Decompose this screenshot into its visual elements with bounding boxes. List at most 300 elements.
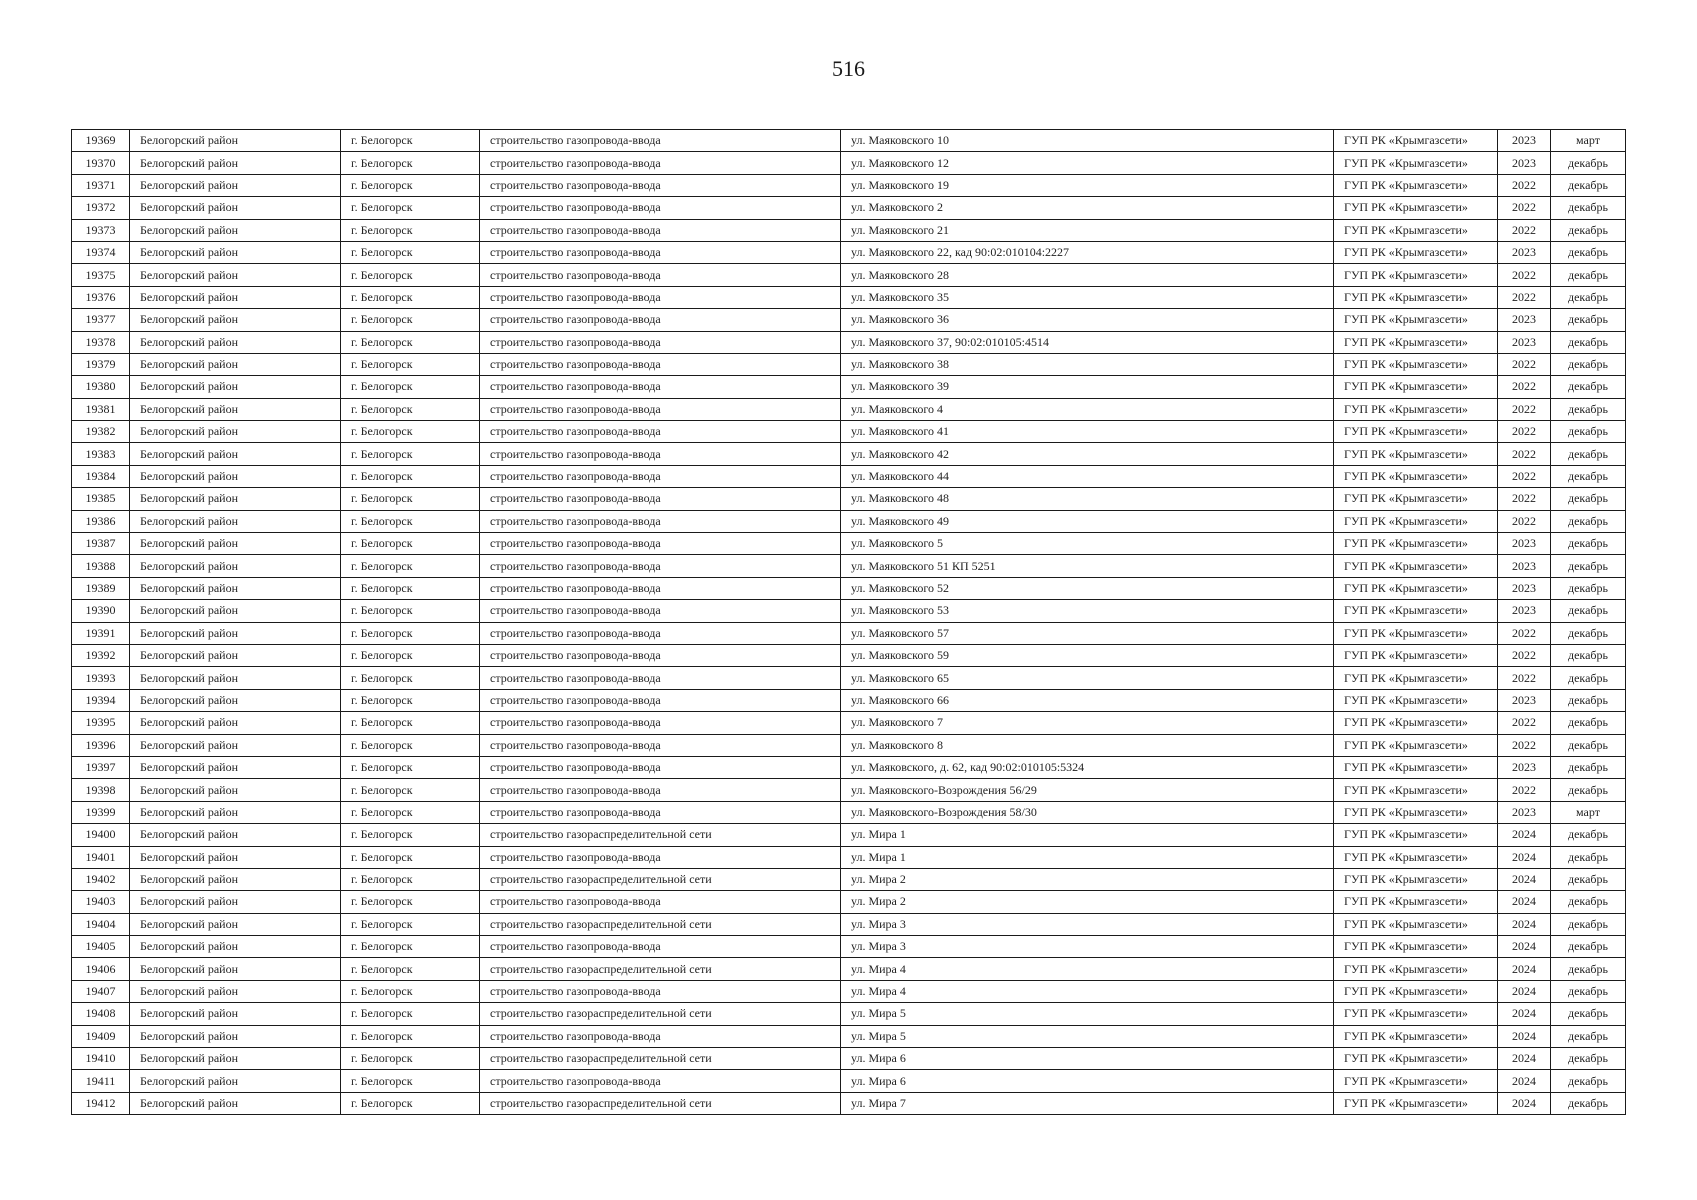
object-address-cell: ул. Маяковского 57 [841, 622, 1334, 644]
month-cell: декабрь [1551, 1092, 1626, 1114]
work-type-cell: строительство газопровода-ввода [480, 219, 841, 241]
year-cell: 2024 [1498, 1092, 1551, 1114]
district-name-cell: Белогорский район [130, 689, 341, 711]
month-cell: декабрь [1551, 443, 1626, 465]
month-cell: декабрь [1551, 712, 1626, 734]
month-cell: декабрь [1551, 868, 1626, 890]
table-row [72, 398, 1626, 420]
work-type-cell: строительство газопровода-ввода [480, 1070, 841, 1092]
year-cell: 2022 [1498, 421, 1551, 443]
organization-name-cell: ГУП РК «Крымгазсети» [1334, 1048, 1498, 1070]
record-number-cell: 19373 [72, 219, 130, 241]
work-type-cell: строительство газопровода-ввода [480, 779, 841, 801]
object-address-cell: ул. Маяковского 65 [841, 667, 1334, 689]
month-cell: декабрь [1551, 1025, 1626, 1047]
district-name-cell: Белогорский район [130, 958, 341, 980]
object-address-cell: ул. Маяковского 53 [841, 600, 1334, 622]
month-cell: декабрь [1551, 958, 1626, 980]
work-type-cell: строительство газопровода-ввода [480, 734, 841, 756]
work-type-cell: строительство газопровода-ввода [480, 197, 841, 219]
district-name-cell: Белогорский район [130, 779, 341, 801]
work-type-cell: строительство газопровода-ввода [480, 533, 841, 555]
record-number-cell: 19406 [72, 958, 130, 980]
settlement-name-cell: г. Белогорск [341, 600, 480, 622]
district-name-cell: Белогорский район [130, 577, 341, 599]
table-row [72, 958, 1626, 980]
object-address-cell: ул. Мира 2 [841, 891, 1334, 913]
work-type-cell: строительство газопровода-ввода [480, 443, 841, 465]
record-number-cell: 19380 [72, 376, 130, 398]
work-type-cell: строительство газопровода-ввода [480, 600, 841, 622]
settlement-name-cell: г. Белогорск [341, 734, 480, 756]
record-number-cell: 19395 [72, 712, 130, 734]
settlement-name-cell: г. Белогорск [341, 1003, 480, 1025]
record-number-cell: 19393 [72, 667, 130, 689]
settlement-name-cell: г. Белогорск [341, 689, 480, 711]
district-name-cell: Белогорский район [130, 331, 341, 353]
year-cell: 2022 [1498, 353, 1551, 375]
organization-name-cell: ГУП РК «Крымгазсети» [1334, 443, 1498, 465]
object-address-cell: ул. Маяковского 49 [841, 510, 1334, 532]
month-cell: декабрь [1551, 488, 1626, 510]
year-cell: 2023 [1498, 801, 1551, 823]
month-cell: декабрь [1551, 644, 1626, 666]
month-cell: декабрь [1551, 533, 1626, 555]
table-row [72, 555, 1626, 577]
record-number-cell: 19370 [72, 152, 130, 174]
work-type-cell: строительство газопровода-ввода [480, 174, 841, 196]
year-cell: 2024 [1498, 958, 1551, 980]
settlement-name-cell: г. Белогорск [341, 824, 480, 846]
district-name-cell: Белогорский район [130, 1048, 341, 1070]
district-name-cell: Белогорский район [130, 286, 341, 308]
object-address-cell: ул. Мира 3 [841, 936, 1334, 958]
object-address-cell: ул. Маяковского 10 [841, 130, 1334, 152]
year-cell: 2023 [1498, 152, 1551, 174]
month-cell: декабрь [1551, 197, 1626, 219]
month-cell: декабрь [1551, 846, 1626, 868]
record-number-cell: 19387 [72, 533, 130, 555]
settlement-name-cell: г. Белогорск [341, 1092, 480, 1114]
object-address-cell: ул. Маяковского 7 [841, 712, 1334, 734]
object-address-cell: ул. Маяковского 35 [841, 286, 1334, 308]
organization-name-cell: ГУП РК «Крымгазсети» [1334, 488, 1498, 510]
settlement-name-cell: г. Белогорск [341, 913, 480, 935]
settlement-name-cell: г. Белогорск [341, 353, 480, 375]
table-row [72, 152, 1626, 174]
month-cell: декабрь [1551, 309, 1626, 331]
table-row [72, 622, 1626, 644]
record-number-cell: 19378 [72, 331, 130, 353]
organization-name-cell: ГУП РК «Крымгазсети» [1334, 286, 1498, 308]
settlement-name-cell: г. Белогорск [341, 936, 480, 958]
work-type-cell: строительство газопровода-ввода [480, 756, 841, 778]
year-cell: 2023 [1498, 331, 1551, 353]
table-row [72, 846, 1626, 868]
table-row [72, 465, 1626, 487]
settlement-name-cell: г. Белогорск [341, 398, 480, 420]
record-number-cell: 19402 [72, 868, 130, 890]
month-cell: декабрь [1551, 1048, 1626, 1070]
record-number-cell: 19407 [72, 980, 130, 1002]
record-number-cell: 19377 [72, 309, 130, 331]
object-address-cell: ул. Маяковского 39 [841, 376, 1334, 398]
organization-name-cell: ГУП РК «Крымгазсети» [1334, 689, 1498, 711]
district-name-cell: Белогорский район [130, 980, 341, 1002]
table-row [72, 331, 1626, 353]
organization-name-cell: ГУП РК «Крымгазсети» [1334, 555, 1498, 577]
year-cell: 2023 [1498, 689, 1551, 711]
settlement-name-cell: г. Белогорск [341, 533, 480, 555]
record-number-cell: 19390 [72, 600, 130, 622]
month-cell: декабрь [1551, 980, 1626, 1002]
organization-name-cell: ГУП РК «Крымгазсети» [1334, 600, 1498, 622]
district-name-cell: Белогорский район [130, 421, 341, 443]
record-number-cell: 19379 [72, 353, 130, 375]
object-address-cell: ул. Маяковского 37, 90:02:010105:4514 [841, 331, 1334, 353]
organization-name-cell: ГУП РК «Крымгазсети» [1334, 712, 1498, 734]
work-type-cell: строительство газопровода-ввода [480, 712, 841, 734]
organization-name-cell: ГУП РК «Крымгазсети» [1334, 241, 1498, 263]
object-address-cell: ул. Маяковского 41 [841, 421, 1334, 443]
month-cell: март [1551, 130, 1626, 152]
record-number-cell: 19408 [72, 1003, 130, 1025]
year-cell: 2022 [1498, 644, 1551, 666]
settlement-name-cell: г. Белогорск [341, 779, 480, 801]
organization-name-cell: ГУП РК «Крымгазсети» [1334, 197, 1498, 219]
table-row [72, 667, 1626, 689]
district-name-cell: Белогорский район [130, 936, 341, 958]
work-type-cell: строительство газопровода-ввода [480, 644, 841, 666]
month-cell: декабрь [1551, 286, 1626, 308]
organization-name-cell: ГУП РК «Крымгазсети» [1334, 465, 1498, 487]
month-cell: декабрь [1551, 331, 1626, 353]
record-number-cell: 19400 [72, 824, 130, 846]
settlement-name-cell: г. Белогорск [341, 644, 480, 666]
settlement-name-cell: г. Белогорск [341, 331, 480, 353]
year-cell: 2022 [1498, 286, 1551, 308]
record-number-cell: 19386 [72, 510, 130, 532]
settlement-name-cell: г. Белогорск [341, 1048, 480, 1070]
organization-name-cell: ГУП РК «Крымгазсети» [1334, 846, 1498, 868]
year-cell: 2022 [1498, 667, 1551, 689]
settlement-name-cell: г. Белогорск [341, 197, 480, 219]
object-address-cell: ул. Маяковского 66 [841, 689, 1334, 711]
work-type-cell: строительство газопровода-ввода [480, 353, 841, 375]
work-type-cell: строительство газопровода-ввода [480, 331, 841, 353]
work-type-cell: строительство газораспределительной сети [480, 913, 841, 935]
settlement-name-cell: г. Белогорск [341, 555, 480, 577]
page-number: 516 [832, 56, 865, 81]
object-address-cell: ул. Мира 1 [841, 846, 1334, 868]
table-row [72, 309, 1626, 331]
month-cell: декабрь [1551, 667, 1626, 689]
table-row [72, 130, 1626, 152]
settlement-name-cell: г. Белогорск [341, 756, 480, 778]
organization-name-cell: ГУП РК «Крымгазсети» [1334, 1070, 1498, 1092]
district-name-cell: Белогорский район [130, 443, 341, 465]
work-type-cell: строительство газопровода-ввода [480, 622, 841, 644]
work-type-cell: строительство газопровода-ввода [480, 286, 841, 308]
object-address-cell: ул. Маяковского-Возрождения 58/30 [841, 801, 1334, 823]
month-cell: декабрь [1551, 264, 1626, 286]
object-address-cell: ул. Мира 6 [841, 1048, 1334, 1070]
organization-name-cell: ГУП РК «Крымгазсети» [1334, 152, 1498, 174]
object-address-cell: ул. Маяковского, д. 62, кад 90:02:010105:5324 [841, 756, 1334, 778]
record-number-cell: 19404 [72, 913, 130, 935]
settlement-name-cell: г. Белогорск [341, 712, 480, 734]
table-row [72, 577, 1626, 599]
record-number-cell: 19371 [72, 174, 130, 196]
district-name-cell: Белогорский район [130, 533, 341, 555]
settlement-name-cell: г. Белогорск [341, 801, 480, 823]
table-row [72, 980, 1626, 1002]
table-row [72, 801, 1626, 823]
settlement-name-cell: г. Белогорск [341, 1070, 480, 1092]
year-cell: 2022 [1498, 443, 1551, 465]
object-address-cell: ул. Маяковского 36 [841, 309, 1334, 331]
year-cell: 2024 [1498, 1070, 1551, 1092]
table-row [72, 533, 1626, 555]
table-row [72, 734, 1626, 756]
settlement-name-cell: г. Белогорск [341, 309, 480, 331]
district-name-cell: Белогорский район [130, 734, 341, 756]
district-name-cell: Белогорский район [130, 264, 341, 286]
month-cell: декабрь [1551, 824, 1626, 846]
table-row [72, 936, 1626, 958]
year-cell: 2022 [1498, 219, 1551, 241]
organization-name-cell: ГУП РК «Крымгазсети» [1334, 1025, 1498, 1047]
year-cell: 2022 [1498, 174, 1551, 196]
work-type-cell: строительство газопровода-ввода [480, 667, 841, 689]
work-type-cell: строительство газопровода-ввода [480, 465, 841, 487]
year-cell: 2024 [1498, 1025, 1551, 1047]
table-row [72, 219, 1626, 241]
table-row [72, 1003, 1626, 1025]
organization-name-cell: ГУП РК «Крымгазсети» [1334, 913, 1498, 935]
organization-name-cell: ГУП РК «Крымгазсети» [1334, 421, 1498, 443]
work-type-cell: строительство газопровода-ввода [480, 1025, 841, 1047]
work-type-cell: строительство газопровода-ввода [480, 398, 841, 420]
month-cell: декабрь [1551, 241, 1626, 263]
record-number-cell: 19394 [72, 689, 130, 711]
work-type-cell: строительство газопровода-ввода [480, 980, 841, 1002]
month-cell: декабрь [1551, 421, 1626, 443]
record-number-cell: 19403 [72, 891, 130, 913]
work-type-cell: строительство газопровода-ввода [480, 891, 841, 913]
work-type-cell: строительство газораспределительной сети [480, 1048, 841, 1070]
object-address-cell: ул. Маяковского 48 [841, 488, 1334, 510]
district-name-cell: Белогорский район [130, 152, 341, 174]
month-cell: декабрь [1551, 577, 1626, 599]
settlement-name-cell: г. Белогорск [341, 1025, 480, 1047]
month-cell: декабрь [1551, 353, 1626, 375]
object-address-cell: ул. Мира 7 [841, 1092, 1334, 1114]
month-cell: декабрь [1551, 1003, 1626, 1025]
settlement-name-cell: г. Белогорск [341, 241, 480, 263]
table-row [72, 600, 1626, 622]
record-number-cell: 19392 [72, 644, 130, 666]
month-cell: декабрь [1551, 734, 1626, 756]
month-cell: декабрь [1551, 465, 1626, 487]
year-cell: 2023 [1498, 241, 1551, 263]
work-type-cell: строительство газопровода-ввода [480, 846, 841, 868]
work-type-cell: строительство газопровода-ввода [480, 421, 841, 443]
year-cell: 2024 [1498, 980, 1551, 1002]
work-type-cell: строительство газопровода-ввода [480, 376, 841, 398]
settlement-name-cell: г. Белогорск [341, 421, 480, 443]
year-cell: 2024 [1498, 891, 1551, 913]
district-name-cell: Белогорский район [130, 1092, 341, 1114]
district-name-cell: Белогорский район [130, 756, 341, 778]
district-name-cell: Белогорский район [130, 219, 341, 241]
district-name-cell: Белогорский район [130, 1025, 341, 1047]
year-cell: 2024 [1498, 846, 1551, 868]
district-name-cell: Белогорский район [130, 622, 341, 644]
month-cell: декабрь [1551, 398, 1626, 420]
district-name-cell: Белогорский район [130, 801, 341, 823]
record-number-cell: 19385 [72, 488, 130, 510]
district-name-cell: Белогорский район [130, 644, 341, 666]
month-cell: декабрь [1551, 1070, 1626, 1092]
record-number-cell: 19396 [72, 734, 130, 756]
organization-name-cell: ГУП РК «Крымгазсети» [1334, 1092, 1498, 1114]
year-cell: 2022 [1498, 398, 1551, 420]
organization-name-cell: ГУП РК «Крымгазсети» [1334, 734, 1498, 756]
object-address-cell: ул. Маяковского 2 [841, 197, 1334, 219]
district-name-cell: Белогорский район [130, 197, 341, 219]
month-cell: декабрь [1551, 510, 1626, 532]
month-cell: декабрь [1551, 555, 1626, 577]
work-type-cell: строительство газораспределительной сети [480, 958, 841, 980]
table-row [72, 488, 1626, 510]
settlement-name-cell: г. Белогорск [341, 219, 480, 241]
table-row [72, 644, 1626, 666]
work-type-cell: строительство газопровода-ввода [480, 309, 841, 331]
table-row [72, 376, 1626, 398]
organization-name-cell: ГУП РК «Крымгазсети» [1334, 801, 1498, 823]
organization-name-cell: ГУП РК «Крымгазсети» [1334, 958, 1498, 980]
table-row [72, 824, 1626, 846]
year-cell: 2024 [1498, 824, 1551, 846]
organization-name-cell: ГУП РК «Крымгазсети» [1334, 868, 1498, 890]
year-cell: 2023 [1498, 756, 1551, 778]
record-number-cell: 19388 [72, 555, 130, 577]
organization-name-cell: ГУП РК «Крымгазсети» [1334, 891, 1498, 913]
work-type-cell: строительство газораспределительной сети [480, 824, 841, 846]
table-row [72, 510, 1626, 532]
month-cell: декабрь [1551, 779, 1626, 801]
object-address-cell: ул. Маяковского 44 [841, 465, 1334, 487]
year-cell: 2024 [1498, 1048, 1551, 1070]
year-cell: 2022 [1498, 465, 1551, 487]
district-name-cell: Белогорский район [130, 488, 341, 510]
work-type-cell: строительство газопровода-ввода [480, 264, 841, 286]
organization-name-cell: ГУП РК «Крымгазсети» [1334, 622, 1498, 644]
settlement-name-cell: г. Белогорск [341, 264, 480, 286]
month-cell: март [1551, 801, 1626, 823]
settlement-name-cell: г. Белогорск [341, 510, 480, 532]
settlement-name-cell: г. Белогорск [341, 286, 480, 308]
table-row [72, 286, 1626, 308]
work-type-cell: строительство газопровода-ввода [480, 689, 841, 711]
organization-name-cell: ГУП РК «Крымгазсети» [1334, 644, 1498, 666]
record-number-cell: 19405 [72, 936, 130, 958]
district-name-cell: Белогорский район [130, 130, 341, 152]
table-row [72, 443, 1626, 465]
organization-name-cell: ГУП РК «Крымгазсети» [1334, 1003, 1498, 1025]
table-row [72, 1025, 1626, 1047]
record-number-cell: 19389 [72, 577, 130, 599]
year-cell: 2022 [1498, 510, 1551, 532]
table-row [72, 779, 1626, 801]
year-cell: 2022 [1498, 488, 1551, 510]
object-address-cell: ул. Маяковского 12 [841, 152, 1334, 174]
object-address-cell: ул. Маяковского 38 [841, 353, 1334, 375]
district-name-cell: Белогорский район [130, 241, 341, 263]
district-name-cell: Белогорский район [130, 868, 341, 890]
organization-name-cell: ГУП РК «Крымгазсети» [1334, 533, 1498, 555]
record-number-cell: 19411 [72, 1070, 130, 1092]
month-cell: декабрь [1551, 689, 1626, 711]
settlement-name-cell: г. Белогорск [341, 488, 480, 510]
organization-name-cell: ГУП РК «Крымгазсети» [1334, 264, 1498, 286]
district-name-cell: Белогорский район [130, 309, 341, 331]
object-address-cell: ул. Маяковского 42 [841, 443, 1334, 465]
settlement-name-cell: г. Белогорск [341, 465, 480, 487]
year-cell: 2023 [1498, 555, 1551, 577]
settlement-name-cell: г. Белогорск [341, 130, 480, 152]
organization-name-cell: ГУП РК «Крымгазсети» [1334, 331, 1498, 353]
object-address-cell: ул. Маяковского 52 [841, 577, 1334, 599]
year-cell: 2022 [1498, 264, 1551, 286]
organization-name-cell: ГУП РК «Крымгазсети» [1334, 174, 1498, 196]
object-address-cell: ул. Мира 6 [841, 1070, 1334, 1092]
month-cell: декабрь [1551, 622, 1626, 644]
object-address-cell: ул. Маяковского-Возрождения 56/29 [841, 779, 1334, 801]
record-number-cell: 19372 [72, 197, 130, 219]
record-number-cell: 19399 [72, 801, 130, 823]
record-number-cell: 19398 [72, 779, 130, 801]
object-address-cell: ул. Маяковского 59 [841, 644, 1334, 666]
object-address-cell: ул. Мира 1 [841, 824, 1334, 846]
month-cell: декабрь [1551, 376, 1626, 398]
settlement-name-cell: г. Белогорск [341, 868, 480, 890]
organization-name-cell: ГУП РК «Крымгазсети» [1334, 398, 1498, 420]
object-address-cell: ул. Маяковского 51 КП 5251 [841, 555, 1334, 577]
year-cell: 2022 [1498, 734, 1551, 756]
work-type-cell: строительство газопровода-ввода [480, 241, 841, 263]
record-number-cell: 19383 [72, 443, 130, 465]
table-row [72, 197, 1626, 219]
settlement-name-cell: г. Белогорск [341, 376, 480, 398]
record-number-cell: 19412 [72, 1092, 130, 1114]
year-cell: 2022 [1498, 622, 1551, 644]
object-address-cell: ул. Маяковского 21 [841, 219, 1334, 241]
district-name-cell: Белогорский район [130, 913, 341, 935]
organization-name-cell: ГУП РК «Крымгазсети» [1334, 577, 1498, 599]
record-number-cell: 19381 [72, 398, 130, 420]
record-number-cell: 19374 [72, 241, 130, 263]
record-number-cell: 19391 [72, 622, 130, 644]
month-cell: декабрь [1551, 152, 1626, 174]
year-cell: 2024 [1498, 1003, 1551, 1025]
district-name-cell: Белогорский район [130, 891, 341, 913]
record-number-cell: 19375 [72, 264, 130, 286]
object-address-cell: ул. Маяковского 22, кад 90:02:010104:2227 [841, 241, 1334, 263]
object-address-cell: ул. Маяковского 19 [841, 174, 1334, 196]
object-address-cell: ул. Мира 3 [841, 913, 1334, 935]
